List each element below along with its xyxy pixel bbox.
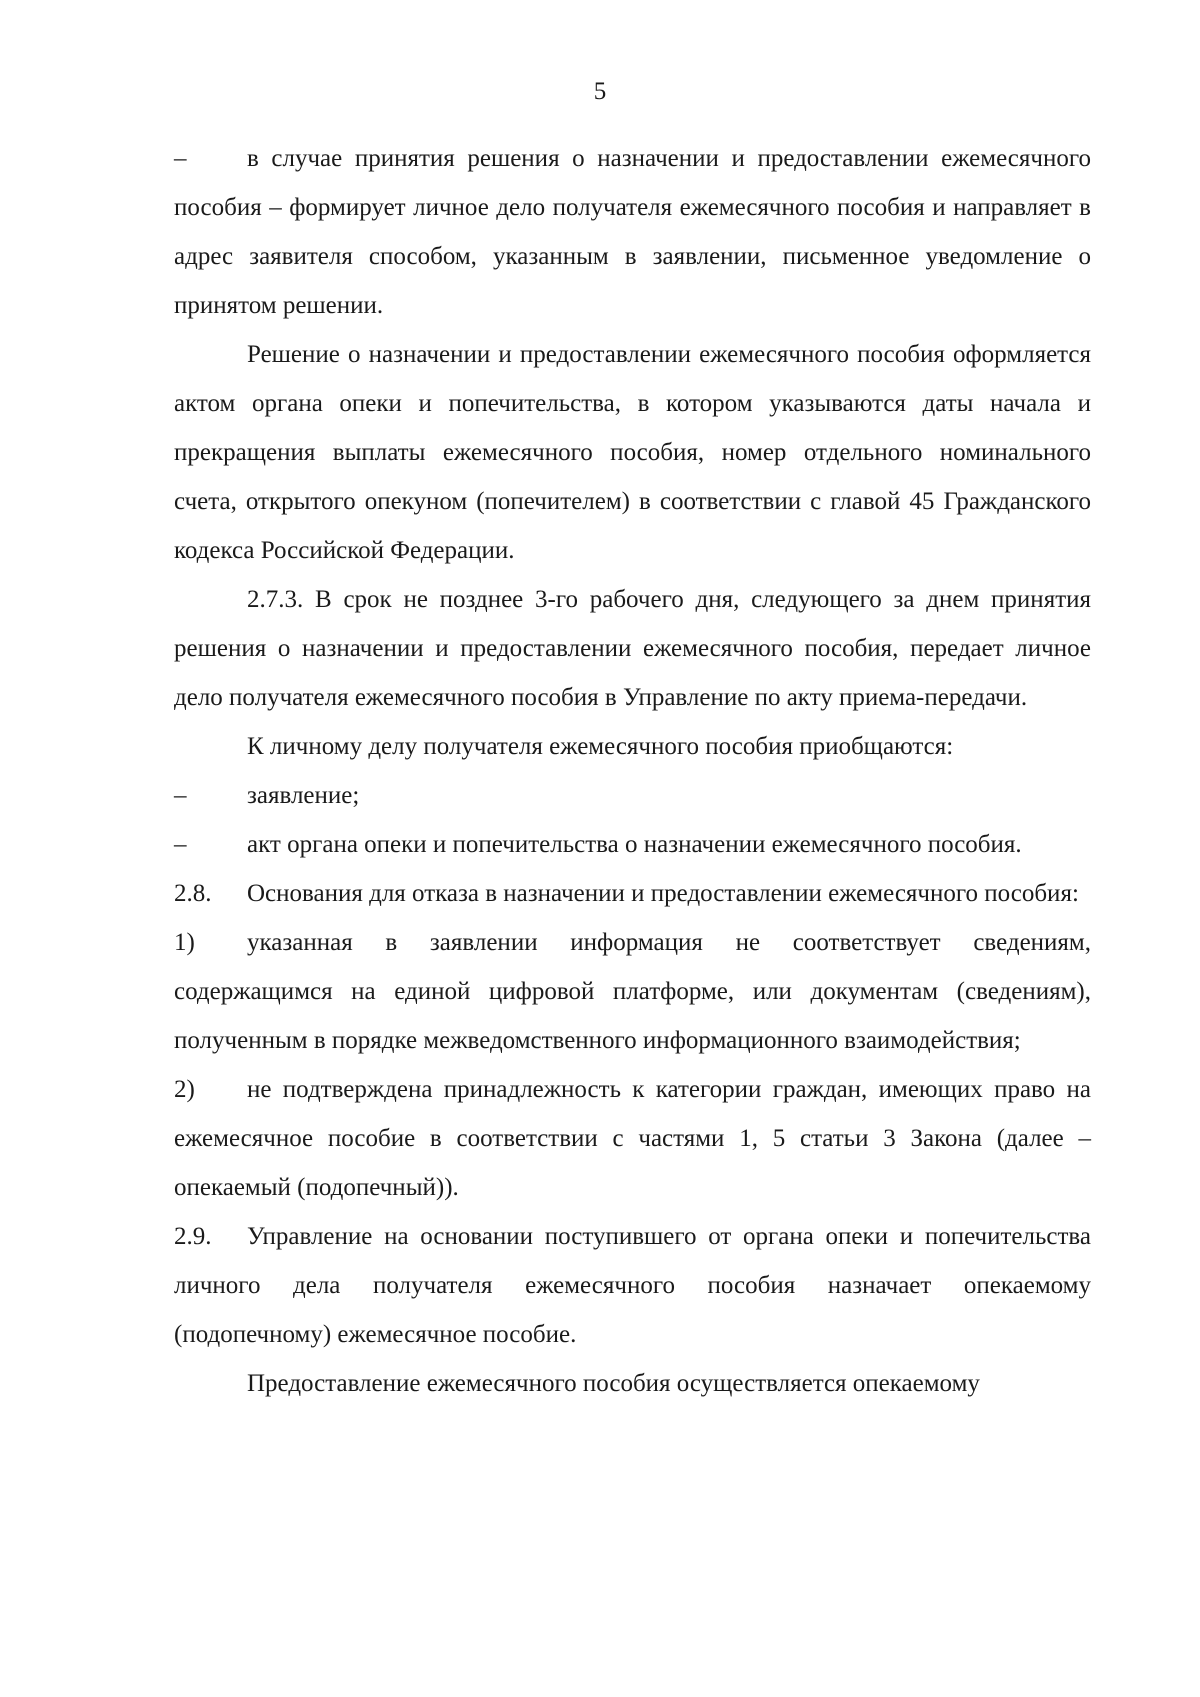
paragraph-text: Основания для отказа в назначении и предоставлении ежемесячного пособия:	[247, 880, 1079, 907]
paragraph-text: Управление на основании поступившего от органа опеки и попечительства личного дела получателя ежемесячного пособия назначает опекаемому (подопечному) ежемесячное пособие.	[174, 1223, 1091, 1348]
paragraph-number: 2.8.	[174, 880, 212, 907]
paragraph-2-7-3: 2.7.3. В срок не позднее 3-го рабочего дня, следующего за днем принятия решения о назначении и предоставлении ежемесячного пособия, передает личное дело получателя ежемесячного пособия в Управление по акту приема-передачи.	[174, 586, 1091, 711]
paragraph-text: в случае принятия решения о назначении и предоставлении ежемесячного пособия – формирует личное дело получателя ежемесячного пособия и направляет в адрес заявителя способом, указанным в заявлении, письменное уведомление о принятом решении.	[174, 145, 1091, 319]
page-number: 5	[593, 78, 607, 105]
paragraph-text: акт органа опеки и попечительства о назначении ежемесячного пособия.	[247, 831, 1022, 858]
list-item-1	[174, 918, 1091, 1065]
list-dash: –	[174, 782, 187, 809]
paragraph-attachments-intro: К личному делу получателя ежемесячного пособия приобщаются:	[247, 733, 954, 760]
paragraph-2-8	[174, 869, 1091, 918]
paragraph-list-item-notification	[174, 134, 1091, 330]
paragraph-provision: Предоставление ежемесячного пособия осуществляется опекаемому	[247, 1370, 980, 1397]
paragraph-text: заявление;	[247, 782, 360, 809]
paragraph-number: 2.9.	[174, 1223, 212, 1250]
list-item-2	[174, 1065, 1091, 1212]
paragraph-text: не подтверждена принадлежность к категории граждан, имеющих право на ежемесячное пособие в соответствии с частями 1, 5 статьи 3 Закона (далее – опекаемый (подопечный)).	[174, 1076, 1091, 1201]
list-number: 2)	[174, 1076, 195, 1103]
paragraph-text: указанная в заявлении информация не соответствует сведениям, содержащимся на единой цифровой платформе, или документам (сведениям), полученным в порядке межведомственного информационного взаимодействия;	[174, 929, 1091, 1054]
list-dash: –	[174, 831, 187, 858]
list-dash: –	[174, 145, 187, 172]
list-item-guardianship-act	[174, 820, 1091, 869]
paragraph-decision-act: Решение о назначении и предоставлении ежемесячного пособия оформляется актом органа опеки и попечительства, в котором указываются даты начала и прекращения выплаты ежемесячного пособия, номер отдельного номинального счета, открытого опекуном (попечителем) в соответствии с главой 45 Гражданского кодекса Российской Федерации.	[174, 341, 1091, 564]
list-number: 1)	[174, 929, 195, 956]
list-item-application	[174, 771, 1091, 820]
paragraph-2-9	[174, 1212, 1091, 1359]
document-body	[174, 134, 1091, 1408]
